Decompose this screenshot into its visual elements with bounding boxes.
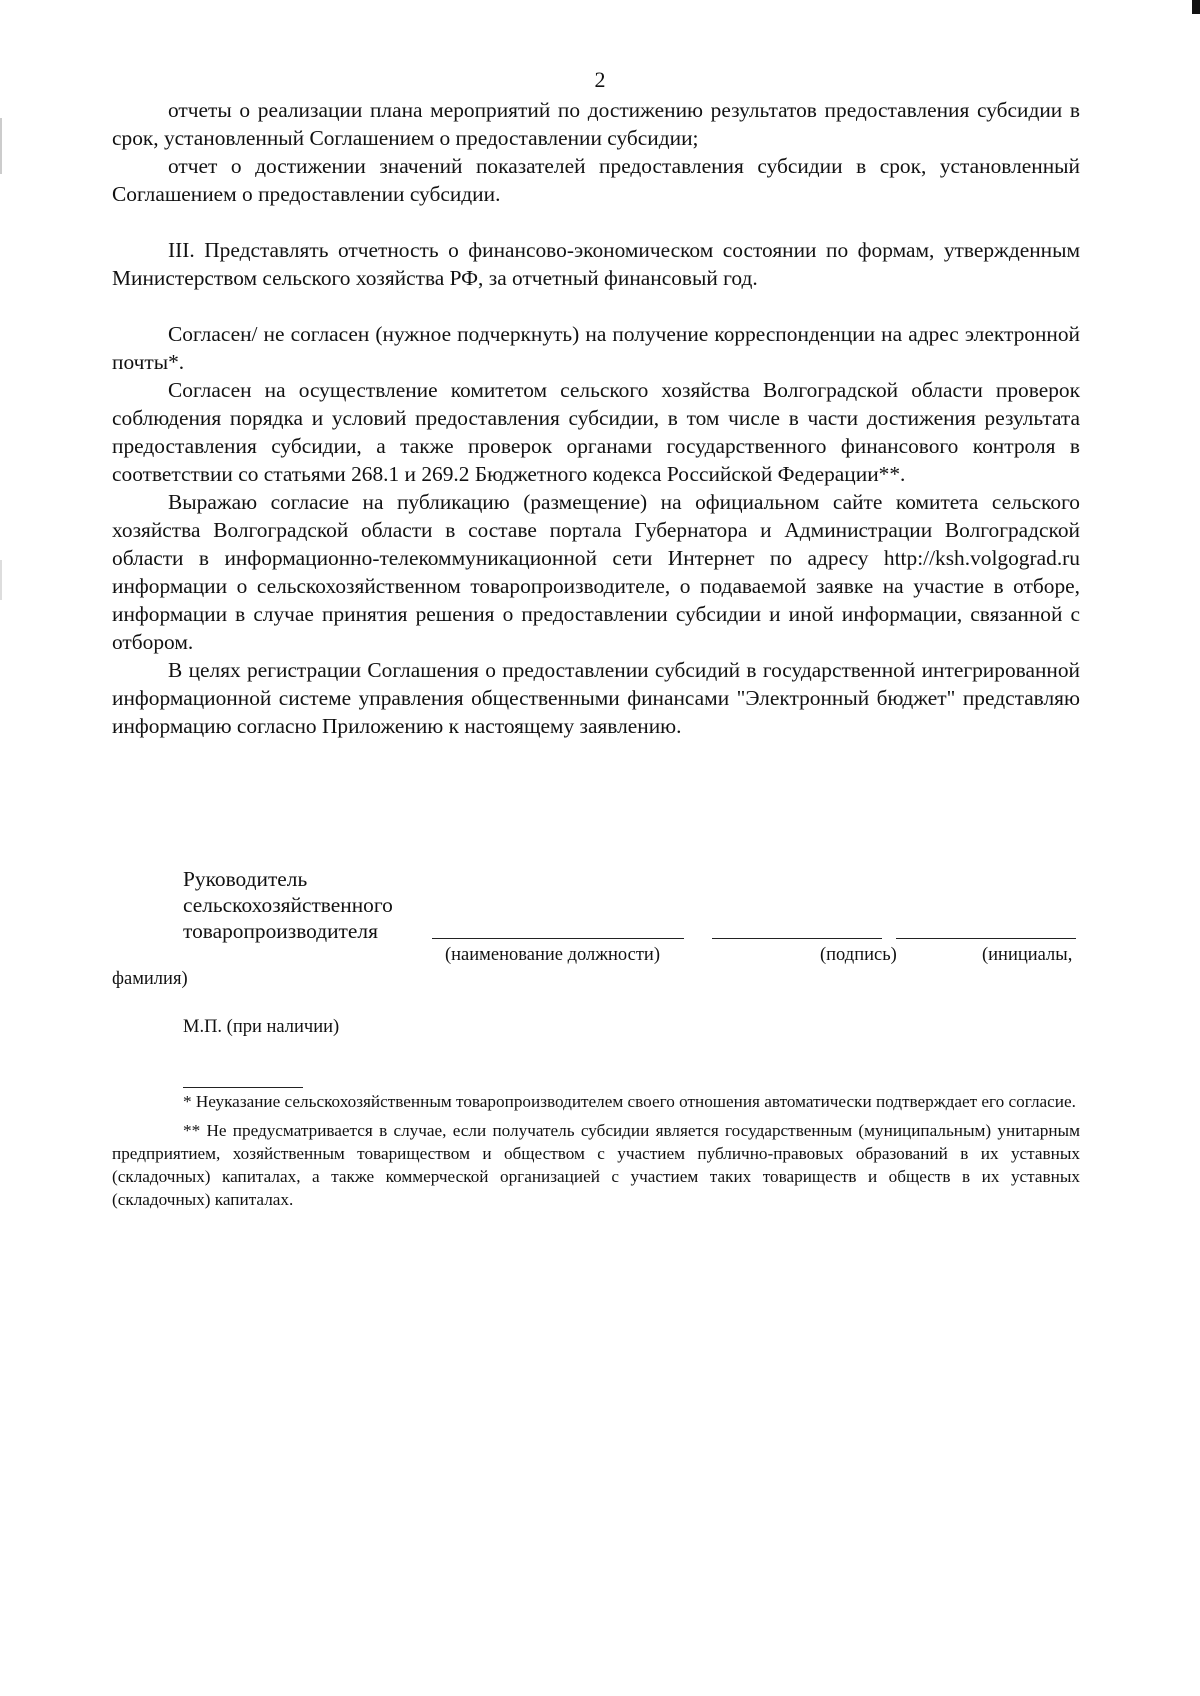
footnote-separator xyxy=(183,1087,303,1088)
position-caption: (наименование должности) xyxy=(445,945,660,965)
signatory-title-line: товаропроизводителя xyxy=(183,919,378,943)
paragraph-reports-plan: отчеты о реализации плана мероприятий по достижению результатов предоставления субсидии в срок, установленный Соглашением о предоставлении субсидии; xyxy=(112,98,1080,150)
document-body xyxy=(112,96,1080,740)
paragraph-section-iii: III. Представлять отчетность о финансово-экономическом состоянии по формам, утвержденным Министерством сельского хозяйства РФ, за отчетный финансовый год. xyxy=(112,238,1080,290)
scan-artifact xyxy=(0,560,2,600)
page-number: 2 xyxy=(594,67,606,92)
scan-artifact xyxy=(1192,0,1200,14)
scan-artifact xyxy=(0,118,2,174)
signatory-title xyxy=(183,866,393,944)
signature-blank-line xyxy=(712,938,882,939)
paragraph-email-consent: Согласен/ не согласен (нужное подчеркнуть) на получение корреспонденции на адрес электронной почты*. xyxy=(112,322,1080,374)
signatory-title-line: Руководитель xyxy=(183,867,308,891)
paragraph-report-indicators: отчет о достижении значений показателей предоставления субсидии в срок, установленный Соглашением о предоставлении субсидии. xyxy=(112,154,1080,206)
footnotes xyxy=(112,1090,1080,1217)
signature-block xyxy=(0,866,1200,1046)
name-caption: (инициалы, xyxy=(982,945,1073,965)
signature-caption: (подпись) xyxy=(820,945,897,965)
paragraph-registration: В целях регистрации Соглашения о предоставлении субсидий в государственной интегрированной информационной системе управления общественными финансами "Электронный бюджет" представляю информацию согласно Приложению к настоящему заявлению. xyxy=(112,658,1080,738)
paragraph-publication-consent: Выражаю согласие на публикацию (размещение) на официальном сайте комитета сельского хозяйства Волгоградской области в составе портала Губернатора и Администрации Волгоградской области в информационно-телекоммуникационной сети Интернет по адресу http://ksh.volgograd.ru информации о сельскохозяйственном товаропроизводителе, о подаваемой заявке на участие в отборе, информации в случае принятия решения о предоставлении субсидии и иной информации, связанной с отбором. xyxy=(112,490,1080,654)
name-blank-line xyxy=(896,938,1076,939)
footnote-single-asterisk: * Неуказание сельскохозяйственным товаропроизводителем своего отношения автоматически подтверждает его согласие. xyxy=(183,1092,1076,1111)
name-caption-continued: фамилия) xyxy=(112,969,188,989)
paragraph-inspection-consent: Согласен на осуществление комитетом сельского хозяйства Волгоградской области проверок соблюдения порядка и условий предоставления субсидии, в том числе в части достижения результата предоставления субсидии, а также проверок органами государственного финансового контроля в соответствии со статьями 268.1 и 269.2 Бюджетного кодекса Российской Федерации**. xyxy=(112,378,1080,486)
stamp-placeholder: М.П. (при наличии) xyxy=(183,1017,340,1037)
position-blank-line xyxy=(432,938,684,939)
signatory-title-line: сельскохозяйственного xyxy=(183,893,393,917)
footnote-double-asterisk: ** Не предусматривается в случае, если получатель субсидии является государственным (муниципальным) унитарным предприятием, хозяйственным товариществом и обществом с участием публично-правовых образований в их уставных (складочных) капиталах, а также коммерческой организацией с участием таких товариществ и обществ в их уставных (складочных) капиталах. xyxy=(112,1121,1080,1209)
